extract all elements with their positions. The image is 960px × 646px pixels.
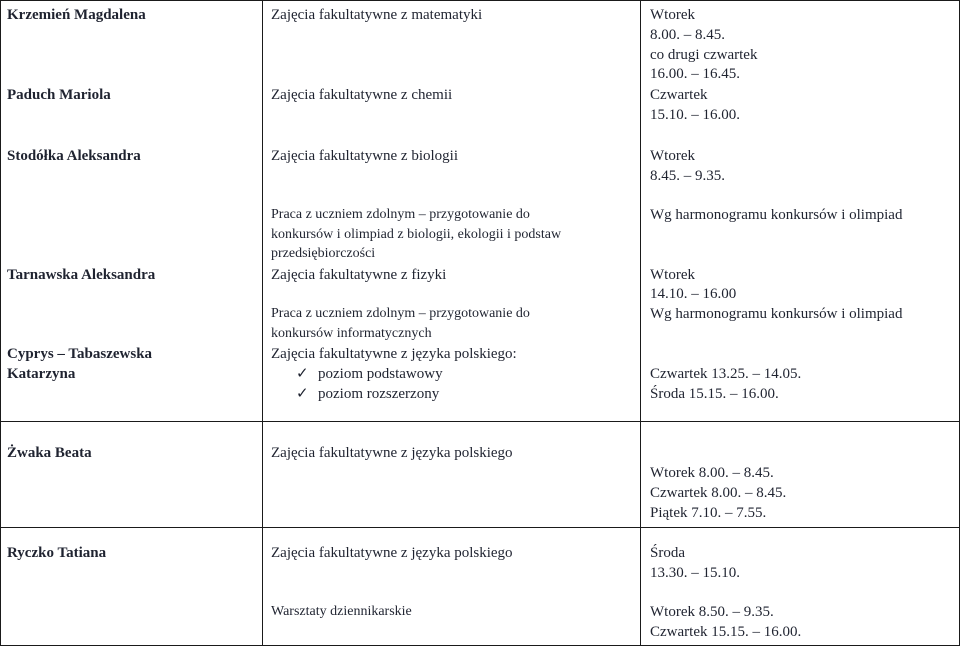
schedule-text: Wtorek bbox=[650, 7, 695, 23]
checklist-label: poziom podstawowy bbox=[318, 366, 443, 382]
schedule-text: 8.45. – 9.35. bbox=[650, 168, 725, 184]
schedule-text: Piątek 7.10. – 7.55. bbox=[650, 505, 767, 521]
table-border-top bbox=[0, 0, 960, 1]
schedule-text: Wtorek bbox=[650, 148, 695, 164]
checklist-item bbox=[296, 384, 439, 404]
schedule-text: 8.00. – 8.45. bbox=[650, 27, 725, 43]
teacher-name: Ryczko Tatiana bbox=[7, 545, 107, 561]
teacher-name: Stodółka Aleksandra bbox=[7, 148, 141, 164]
activity-text: Praca z uczniem zdolnym – przygotowanie do bbox=[271, 207, 530, 222]
activity-text: Praca z uczniem zdolnym – przygotowanie do bbox=[271, 306, 530, 321]
schedule-text: Wtorek 8.00. – 8.45. bbox=[650, 465, 774, 481]
activity-text: Zajęcia fakultatywne z fizyki bbox=[271, 267, 447, 283]
schedule-text: 13.30. – 15.10. bbox=[650, 565, 740, 581]
schedule-text: 15.10. – 16.00. bbox=[650, 107, 740, 123]
checkmark-icon: ✓ bbox=[296, 366, 309, 382]
schedule-text: 16.00. – 16.45. bbox=[650, 66, 740, 82]
table-border-left bbox=[0, 0, 1, 646]
teacher-name: Tarnawska Aleksandra bbox=[7, 267, 156, 283]
activity-text: Warsztaty dziennikarskie bbox=[271, 604, 412, 619]
table-border-row-5 bbox=[0, 421, 960, 422]
activity-text: Zajęcia fakultatywne z języka polskiego bbox=[271, 545, 513, 561]
teacher-name: Krzemień Magdalena bbox=[7, 7, 146, 23]
teacher-name: Żwaka Beata bbox=[7, 445, 92, 461]
column-divider-2 bbox=[640, 0, 641, 646]
activity-text: Zajęcia fakultatywne z matematyki bbox=[271, 7, 483, 23]
activity-text: Zajęcia fakultatywne z biologii bbox=[271, 148, 459, 164]
activity-text: konkursów i olimpiad z biologii, ekologii i podstaw bbox=[271, 227, 562, 242]
teacher-name: Paduch Mariola bbox=[7, 87, 111, 103]
activity-text: Zajęcia fakultatywne z języka polskiego bbox=[271, 445, 513, 461]
schedule-text: Czwartek 15.15. – 16.00. bbox=[650, 624, 802, 640]
schedule-text: Czwartek 8.00. – 8.45. bbox=[650, 485, 787, 501]
schedule-text: Wtorek bbox=[650, 267, 695, 283]
schedule-text: Wtorek 8.50. – 9.35. bbox=[650, 604, 774, 620]
schedule-text: co drugi czwartek bbox=[650, 47, 758, 63]
checklist-item bbox=[296, 364, 443, 384]
schedule-text: Środa bbox=[650, 545, 685, 561]
schedule-text: Wg harmonogramu konkursów i olimpiad bbox=[650, 207, 903, 223]
activity-text: Zajęcia fakultatywne z chemii bbox=[271, 87, 453, 103]
teacher-name: Cyprys – Tabaszewska bbox=[7, 346, 153, 362]
schedule-text: Środa 15.15. – 16.00. bbox=[650, 386, 779, 402]
schedule-text: 14.10. – 16.00 bbox=[650, 286, 737, 302]
activity-text: konkursów informatycznych bbox=[271, 326, 432, 341]
schedule-text: Wg harmonogramu konkursów i olimpiad bbox=[650, 306, 903, 322]
column-divider-1 bbox=[262, 0, 263, 646]
checklist-label: poziom rozszerzony bbox=[318, 386, 440, 402]
checkmark-icon: ✓ bbox=[296, 386, 309, 402]
activity-text: Zajęcia fakultatywne z języka polskiego: bbox=[271, 346, 517, 362]
teacher-name: Katarzyna bbox=[7, 366, 76, 382]
schedule-text: Czwartek bbox=[650, 87, 708, 103]
activity-text: przedsiębiorczości bbox=[271, 246, 376, 261]
table-border-row-6 bbox=[0, 527, 960, 528]
schedule-text: Czwartek 13.25. – 14.05. bbox=[650, 366, 802, 382]
